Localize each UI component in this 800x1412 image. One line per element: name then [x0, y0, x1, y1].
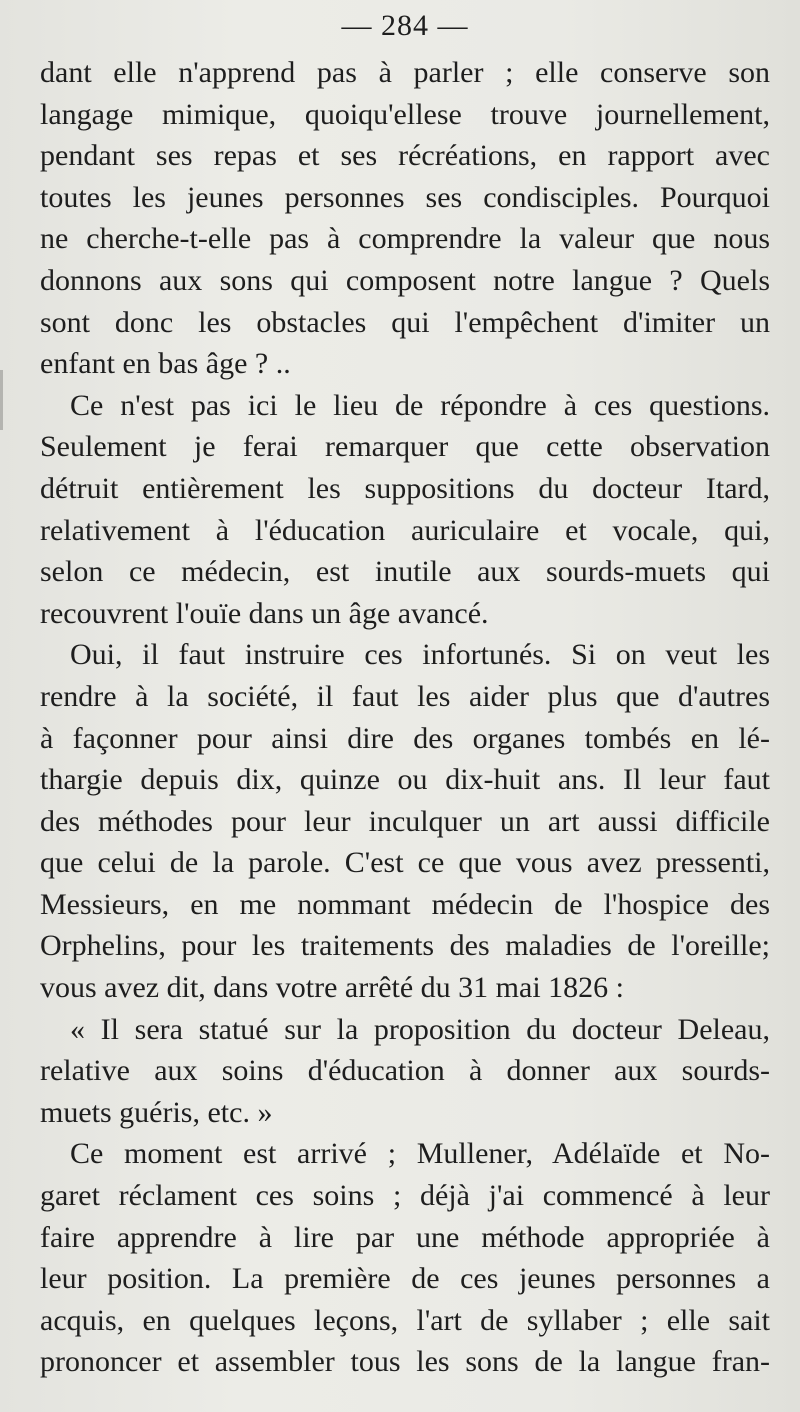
paragraph [40, 385, 770, 635]
text-line: à façonner pour ainsi dire des organes tombés en lé- [40, 721, 770, 755]
text-line: pendant ses repas et ses récréations, en rapport avec [40, 139, 770, 173]
text-line: relative aux soins d'éducation à donner aux sourds- [40, 1054, 770, 1088]
text-line: Orphelins, pour les traitements des maladies de l'oreille; [40, 929, 770, 963]
text-line: des méthodes pour leur inculquer un art aussi difficile [40, 804, 770, 838]
text-line: Messieurs, en me nommant médecin de l'hospice des [40, 887, 770, 921]
text-line: dant elle n'apprend pas à parler ; elle conserve son [40, 56, 770, 89]
text-line: enfant en bas âge ? .. [40, 347, 291, 381]
text-line: Ce n'est pas ici le lieu de répondre à ces questions. [70, 388, 770, 422]
text-line: Seulement je ferai remarquer que cette observation [40, 430, 770, 464]
text-line: langage mimique, quoiqu'ellese trouve journellement, [40, 97, 770, 131]
text-line: toutes les jeunes personnes ses condisciples. Pourquoi [40, 180, 770, 214]
paragraph [40, 52, 770, 385]
text-line: ne cherche-t-elle pas à comprendre la valeur que nous [40, 222, 770, 256]
text-line: relativement à l'éducation auriculaire et vocale, qui, [40, 513, 770, 547]
paragraph [40, 1009, 770, 1134]
text-line: acquis, en quelques leçons, l'art de syllaber ; elle sait [40, 1303, 770, 1337]
text-line: Ce moment est arrivé ; Mullener, Adélaïde et No- [70, 1137, 770, 1171]
text-line: selon ce médecin, est inutile aux sourds-muets qui [40, 555, 770, 589]
page-number: — 284 — [341, 9, 469, 42]
page-edge-shadow [0, 370, 3, 430]
text-line: Oui, il faut instruire ces infortunés. Si on veut les [70, 638, 770, 672]
text-line: recouvrent l'ouïe dans un âge avancé. [40, 596, 489, 630]
text-line: « Il sera statué sur la proposition du docteur Deleau, [70, 1012, 770, 1046]
text-line: garet réclament ces soins ; déjà j'ai commencé à leur [40, 1179, 770, 1213]
text-line: muets guéris, etc. » [40, 1095, 273, 1129]
text-line: prononcer et assembler tous les sons de la langue fran- [40, 1345, 770, 1379]
text-line: rendre à la société, il faut les aider plus que d'autres [40, 679, 770, 713]
text-line: que celui de la parole. C'est ce que vous avez pressenti, [40, 846, 770, 880]
paragraph [40, 1133, 770, 1383]
text-line: thargie depuis dix, quinze ou dix-huit ans. Il leur faut [40, 763, 770, 797]
text-line: faire apprendre à lire par une méthode appropriée à [40, 1220, 770, 1254]
text-line: vous avez dit, dans votre arrêté du 31 mai 1826 : [40, 971, 625, 1005]
text-line: leur position. La première de ces jeunes personnes a [40, 1262, 770, 1296]
text-line: sont donc les obstacles qui l'empêchent d'imiter un [40, 305, 770, 339]
text-line: donnons aux sons qui composent notre langue ? Quels [40, 263, 770, 297]
paragraph [40, 634, 770, 1008]
text-line: détruit entièrement les suppositions du docteur Itard, [40, 471, 770, 505]
